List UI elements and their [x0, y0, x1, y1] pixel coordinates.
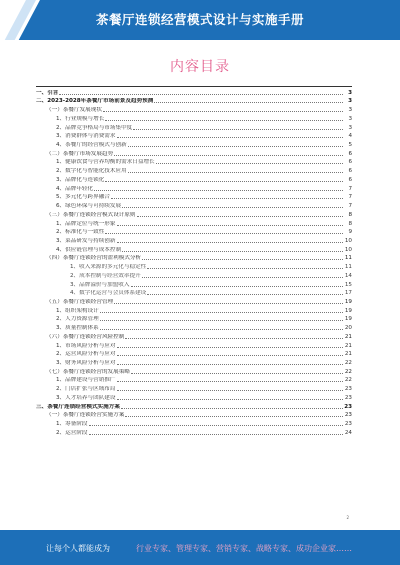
- toc-dot-leader: [89, 434, 343, 435]
- footer-tagline: 行业专家、管理专家、营销专家、战略专家、成功企业家……: [136, 544, 352, 553]
- toc-entry-title: （二）茶餐厅市场发展趋势: [46, 150, 114, 157]
- toc-entry[interactable]: [36, 165, 352, 174]
- toc-dot-leader: [122, 207, 343, 208]
- toc-entry-page: 6: [348, 159, 352, 166]
- toc-entry-page: 15: [344, 281, 352, 288]
- toc-entry[interactable]: [36, 174, 352, 183]
- toc-dot-leader: [142, 277, 343, 278]
- toc-entry-title: 2、人力资源管理: [56, 316, 99, 323]
- toc-entry-page: 3: [348, 115, 352, 122]
- toc-entry-page: 3: [348, 124, 352, 131]
- toc-entry-title: 2、运营阶段: [56, 429, 88, 436]
- toc-entry[interactable]: [36, 288, 352, 297]
- toc-entry[interactable]: [36, 279, 352, 288]
- toc-entry-page: 19: [344, 307, 352, 314]
- toc-entry[interactable]: [36, 96, 352, 105]
- toc-entry-title: 3、菜品研发与持续创新: [56, 237, 116, 244]
- table-of-contents: [36, 86, 352, 436]
- toc-entry-title: （五）茶餐厅连锁经营管理: [46, 298, 114, 305]
- toc-dot-leader: [142, 259, 343, 260]
- toc-dot-leader: [111, 198, 343, 199]
- toc-entry-title: （六）茶餐厅连锁经营风险控制: [46, 333, 125, 340]
- toc-entry[interactable]: [36, 122, 352, 131]
- toc-entry-title: 2、成本控制与经营效率提升: [70, 272, 141, 279]
- toc-entry-title: 4、数字化运营与会员体系建设: [70, 290, 147, 297]
- toc-entry-title: 1、筹备阶段: [56, 421, 88, 428]
- toc-entry-title: （三）茶餐厅连锁经营模式设计原则: [46, 211, 136, 218]
- toc-entry-title: 2、运营风险分析与应对: [56, 351, 116, 358]
- toc-entry-page: 23: [344, 421, 352, 428]
- toc-entry[interactable]: [36, 340, 352, 349]
- toc-dot-leader: [103, 111, 343, 112]
- toc-entry-page: 9: [348, 229, 352, 236]
- toc-dot-leader: [117, 364, 344, 365]
- toc-entry[interactable]: [36, 261, 352, 270]
- toc-dot-leader: [117, 242, 344, 243]
- toc-dot-leader: [117, 399, 344, 400]
- toc-entry-page: 14: [344, 272, 352, 279]
- toc-entry-title: 1、组织架构设计: [56, 307, 99, 314]
- toc-entry-page: 6: [348, 168, 352, 175]
- toc-entry-title: 1、健康饮食与营养均衡的需求日益增长: [56, 159, 155, 166]
- toc-entry-page: 22: [344, 368, 352, 375]
- toc-entry-title: 一、引言: [36, 89, 59, 96]
- toc-entry[interactable]: [36, 427, 352, 436]
- toc-entry[interactable]: [36, 357, 352, 366]
- toc-entry-title: 1、品牌定位与统一形象: [56, 220, 116, 227]
- toc-entry[interactable]: [36, 383, 352, 392]
- toc-entry[interactable]: [36, 235, 352, 244]
- toc-entry-page: 21: [344, 351, 352, 358]
- toc-entry-page: 7: [348, 203, 352, 210]
- toc-dot-leader: [117, 137, 344, 138]
- toc-entry-page: 10: [344, 246, 352, 253]
- toc-dot-leader: [114, 155, 343, 156]
- toc-entry[interactable]: [36, 314, 352, 323]
- toc-entry-title: （七）茶餐厅连锁经营的发展策略: [46, 368, 130, 375]
- toc-entry-page: 19: [344, 298, 352, 305]
- toc-dot-leader: [105, 120, 343, 121]
- toc-entry[interactable]: [36, 322, 352, 331]
- toc-entry-title: 1、品牌建设与营销推广: [56, 377, 116, 384]
- toc-dot-leader: [117, 381, 344, 382]
- toc-entry[interactable]: [36, 331, 352, 340]
- toc-entry-page: 20: [344, 325, 352, 332]
- toc-entry[interactable]: [36, 410, 352, 419]
- toc-entry-page: 23: [344, 412, 352, 419]
- toc-entry[interactable]: [36, 270, 352, 279]
- toc-entry[interactable]: [36, 113, 352, 122]
- toc-entry[interactable]: [36, 131, 352, 140]
- toc-entry-title: 5、多元化与跨界融合: [56, 194, 110, 201]
- toc-heading: 内容目录: [170, 59, 230, 75]
- toc-dot-leader: [147, 294, 343, 295]
- toc-entry[interactable]: [36, 192, 352, 201]
- toc-entry[interactable]: [36, 209, 352, 218]
- toc-entry[interactable]: [36, 104, 352, 113]
- toc-entry-page: 23: [344, 386, 352, 393]
- toc-entry-title: 3、品牌溢价与加盟收入: [70, 281, 130, 288]
- toc-dot-leader: [105, 181, 343, 182]
- toc-entry-page: 6: [348, 176, 352, 183]
- toc-entry-title: 1、收入来源的多元化与稳定性: [70, 264, 147, 271]
- toc-entry-page: 11: [344, 264, 352, 271]
- toc-dot-leader: [133, 129, 343, 130]
- toc-entry[interactable]: [36, 349, 352, 358]
- toc-dot-leader: [128, 146, 343, 147]
- toc-entry-title: 3、财务风险分析与应对: [56, 360, 116, 366]
- toc-entry-page: 11: [344, 255, 352, 262]
- toc-dot-leader: [128, 172, 343, 173]
- toc-entry[interactable]: [36, 157, 352, 166]
- toc-dot-leader: [125, 338, 343, 339]
- toc-entry[interactable]: [36, 366, 352, 375]
- document-title: 茶餐厅连锁经营模式设计与实施手册: [95, 12, 304, 27]
- toc-entry-title: 1、行业规模与增长: [56, 115, 105, 122]
- toc-entry[interactable]: [36, 296, 352, 305]
- toc-entry-title: （四）茶餐厅连锁经营的盈利模式分析: [46, 255, 142, 262]
- toc-entry[interactable]: [36, 86, 352, 96]
- toc-dot-leader: [122, 251, 343, 252]
- toc-entry-title: 1、市场风险分析与应对: [56, 342, 116, 349]
- toc-dot-leader: [154, 102, 343, 103]
- toc-dot-leader: [156, 163, 343, 164]
- toc-entry-title: 3、品牌化与连锁化: [56, 176, 105, 183]
- toc-entry-page: 23: [344, 403, 352, 410]
- toc-entry-page: 21: [344, 333, 352, 340]
- toc-dot-leader: [100, 312, 343, 313]
- toc-entry[interactable]: [36, 305, 352, 314]
- page-header: [0, 0, 400, 40]
- toc-entry[interactable]: [36, 200, 352, 209]
- toc-entry-page: 8: [348, 220, 352, 227]
- toc-entry-page: 4: [348, 133, 352, 140]
- toc-entry-title: 2、标准化与一致性: [56, 229, 105, 236]
- toc-dot-leader: [117, 355, 344, 356]
- toc-entry-page: 17: [344, 290, 352, 297]
- toc-entry-page: 22: [344, 377, 352, 384]
- toc-dot-leader: [117, 347, 344, 348]
- toc-entry-page: 7: [348, 194, 352, 201]
- toc-entry[interactable]: [36, 375, 352, 384]
- page-footer: [0, 530, 400, 565]
- toc-dot-leader: [131, 286, 344, 287]
- page-number: 2: [346, 515, 349, 520]
- toc-dot-leader: [131, 373, 343, 374]
- toc-entry-title: 2、数字化与智能化技术应用: [56, 168, 127, 175]
- toc-entry-page: 5: [348, 142, 352, 149]
- toc-entry[interactable]: [36, 227, 352, 236]
- toc-entry-title: 3、质量控制体系: [56, 325, 99, 332]
- toc-entry[interactable]: [36, 418, 352, 427]
- toc-entry-title: 2、门店扩张与区域布局: [56, 386, 116, 393]
- toc-entry[interactable]: [36, 392, 352, 401]
- footer-slogan: 让每个人都能成为: [46, 544, 110, 553]
- toc-entry-title: （一）茶餐厅连锁经营实施方案: [46, 412, 125, 419]
- toc-entry-title: 4、品牌年轻化: [56, 185, 94, 192]
- toc-dot-leader: [117, 225, 344, 226]
- toc-entry-title: 3、消费群体与消费需求: [56, 133, 116, 140]
- toc-entry-page: 6: [348, 150, 352, 157]
- toc-entry-page: 23: [344, 394, 352, 401]
- toc-entry[interactable]: [36, 183, 352, 192]
- toc-dot-leader: [125, 416, 343, 417]
- toc-entry-page: 22: [344, 360, 352, 366]
- toc-entry-title: 三、茶餐厅连锁经营模式实施方案: [36, 403, 120, 410]
- toc-entry-title: 4、茶餐厅的经营模式与创新: [56, 142, 127, 149]
- toc-dot-leader: [121, 408, 343, 409]
- toc-dot-leader: [100, 329, 343, 330]
- toc-entry-title: 二、2023-2028年茶餐厅市场前景及趋势预测: [36, 98, 154, 105]
- toc-entry-page: 8: [348, 211, 352, 218]
- toc-dot-leader: [137, 216, 343, 217]
- toc-entry-page: 3: [348, 89, 352, 96]
- toc-dot-leader: [147, 268, 343, 269]
- toc-entry-title: 3、人才培养与团队建设: [56, 394, 116, 401]
- toc-entry-title: 2、品牌竞争格局与市场集中度: [56, 124, 133, 131]
- toc-entry[interactable]: [36, 253, 352, 262]
- toc-dot-leader: [117, 390, 344, 391]
- toc-entry-page: 10: [344, 237, 352, 244]
- toc-entry-title: 6、绿色环保与可持续发展: [56, 203, 122, 210]
- toc-entry[interactable]: [36, 139, 352, 148]
- toc-entry[interactable]: [36, 148, 352, 157]
- toc-entry-page: 19: [344, 316, 352, 323]
- toc-entry-title: 4、供应链管理与成本控制: [56, 246, 122, 253]
- toc-entry-page: 21: [344, 342, 352, 349]
- toc-entry[interactable]: [36, 401, 352, 410]
- toc-dot-leader: [94, 190, 343, 191]
- toc-dot-leader: [59, 94, 343, 95]
- toc-dot-leader: [114, 303, 343, 304]
- toc-entry[interactable]: [36, 244, 352, 253]
- toc-entry-page: 3: [348, 98, 352, 105]
- toc-dot-leader: [105, 233, 343, 234]
- toc-entry[interactable]: [36, 218, 352, 227]
- toc-entry-title: （一）茶餐厅发展现状: [46, 107, 102, 114]
- toc-entry-page: 7: [348, 185, 352, 192]
- toc-dot-leader: [100, 320, 343, 321]
- toc-entry-page: 3: [348, 107, 352, 114]
- toc-entry-page: 24: [344, 429, 352, 436]
- toc-dot-leader: [89, 425, 343, 426]
